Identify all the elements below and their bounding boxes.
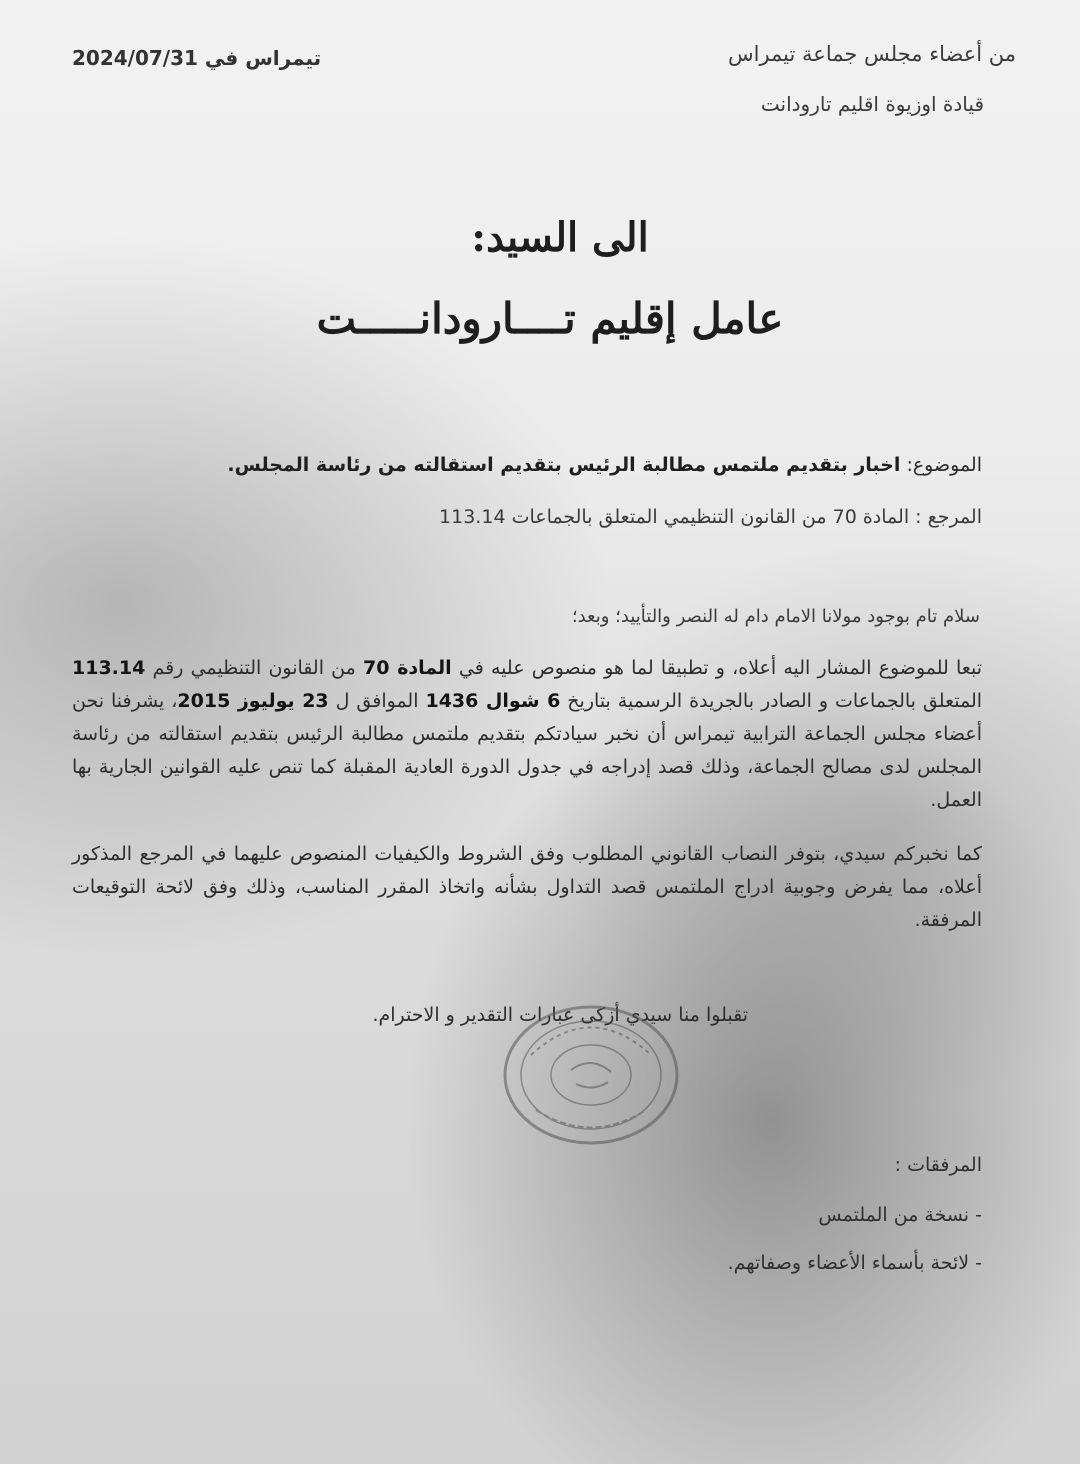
greeting: سلام تام بوجود مولانا الامام دام له النصر والتأييد؛ وبعد؛ (571, 606, 980, 627)
paragraph1-law-number: 113.14 (72, 657, 146, 679)
attachments-label: المرفقات : (894, 1154, 982, 1176)
attachment-item: - لائحة بأسماء الأعضاء وصفاتهم. (727, 1252, 982, 1274)
paragraph1-gregorian-date: 23 يوليوز 2015 (177, 690, 329, 712)
addressee-line-1: الى السيد: (471, 214, 649, 261)
place-label: تيمراس في (204, 46, 322, 70)
date-value: 2024/07/31 (72, 46, 198, 70)
body-paragraph-1 (72, 652, 982, 817)
paragraph1-hijri-date: 6 شوال 1436 (425, 690, 561, 712)
closing-line: تقبلوا منا سيدي أزكى عبارات التقدير و الاحترام. (372, 1004, 748, 1026)
paragraph1-text-1: تبعا للموضوع المشار اليه أعلاه، و تطبيقا لما هو منصوص عليه في (458, 657, 982, 679)
paragraph1-text-5: ، يشرفنا نحن أعضاء مجلس الجماعة الترابية تيمراس أن نخبر سيادتكم بتقديم ملتمس مطالبة الرئيس بتقديم استقالته من رئاسة المجلس لدى مصالح الجماعة، وذلك قصد إدراجه في جدول الدورة العادية المقبلة كما تنص عليه القوانين الجارية بها العمل. (72, 690, 982, 811)
addressee-line-2: عامل إقليم تــــارودانـــــت (316, 294, 784, 343)
body-paragraph-2: كما نخبركم سيدي، بتوفر النصاب القانوني المطلوب وفق الشروط والكيفيات المنصوص عليهما في المرجع المذكور أعلاه، مما يفرض وجوبية ادراج الملتمس قصد التداول بشأنه واتخاذ المقرر المناسب، وذلك وفق لائحة التوقيعات المرفقة. (72, 843, 982, 931)
attachment-item: - نسخة من الملتمس (818, 1204, 982, 1226)
reference-label: المرجع : (915, 506, 982, 528)
paragraph1-text-2: من القانون التنظيمي رقم (152, 657, 356, 679)
subject-label: الموضوع: (906, 454, 982, 476)
reference-value: المادة 70 من القانون التنظيمي المتعلق بالجماعات 113.14 (439, 506, 910, 528)
reference-line (439, 506, 982, 528)
official-stamp (496, 1000, 686, 1150)
place-date (72, 46, 321, 70)
subject-line (227, 454, 982, 476)
paragraph1-text-4: الموافق ل (335, 690, 419, 712)
paragraph1-article: المادة 70 (363, 657, 452, 679)
sender-line-1: من أعضاء مجلس جماعة تيمراس (727, 42, 1016, 66)
paragraph1-text-3: المتعلق بالجماعات و الصادر بالجريدة الرسمية بتاريخ (567, 690, 983, 712)
sender-line-2: قيادة اوزيوة اقليم تارودانت (760, 92, 984, 116)
subject-value: اخبار بتقديم ملتمس مطالبة الرئيس بتقديم استقالته من رئاسة المجلس. (227, 454, 901, 476)
